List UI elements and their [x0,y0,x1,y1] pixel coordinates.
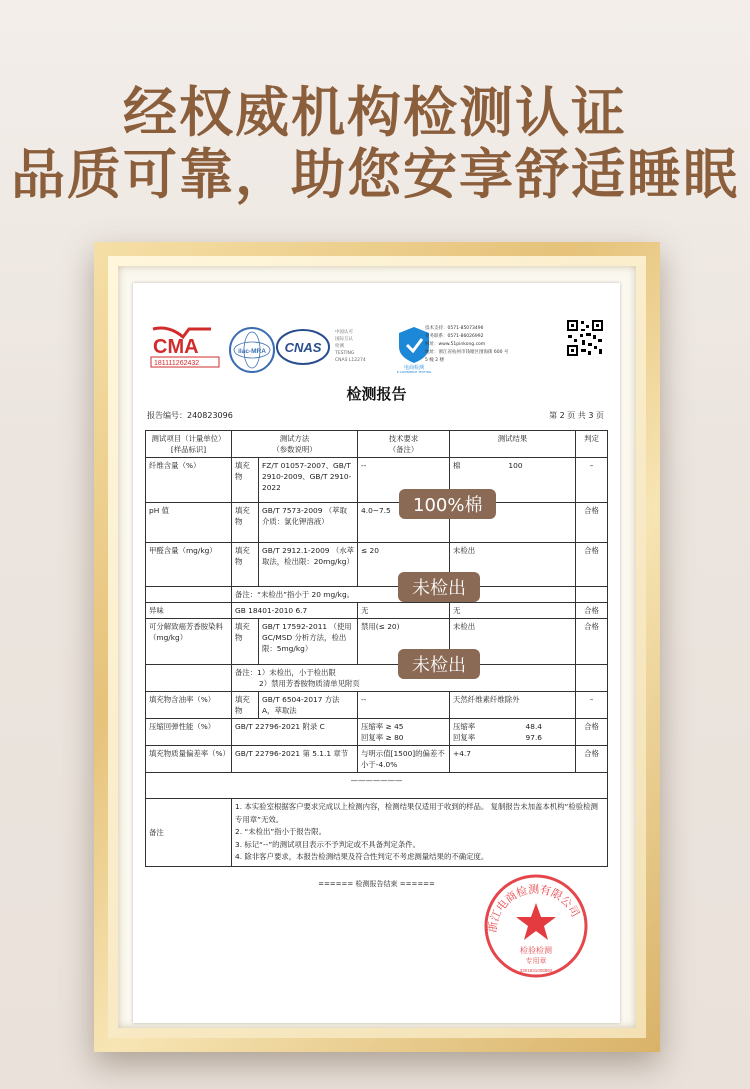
page-number: 第 2 页 共 3 页 [549,411,604,420]
accreditation-text: 中国认可 国际互认 检测 TESTING CNAS L12274 [335,330,366,363]
stamp-center-text-2: 专用章 [525,957,547,965]
table-row: 纤维含量（%） 填充物 FZ/T 01057-2007、GB/T 2910-2009、GB/T 2910-2022 -- 棉 100 – [146,458,608,503]
table-header-row: 测试项目（计量单位） [样品标识] 测试方法 （参数说明） 技术要求 （备注） 测试结果 判定 [146,431,608,458]
table-row: 填充物质量偏差率（%） GB/T 22796-2021 第 5.1.1 章节 与明示值[1500]的偏差不小于-4.0% +4.7 合格 [146,746,608,773]
stamp-center-text: 检验检测 [520,946,552,955]
shield-label: 电商检测 [403,365,425,371]
table-row: 填充物含油率（%） 填充物 GB/T 6504-2017 方法 A，萃取法 -- 天然纤维素纤维除外 – [146,692,608,719]
star-icon [516,903,556,940]
highlight-not-detected-badge-2: 未检出 [398,649,480,679]
cma-label: CMA [153,336,199,358]
test-results-table [145,430,608,867]
certification-logos [149,323,439,373]
report-title: 检测报告 [346,385,407,403]
ilac-label: ilac-MRA [238,348,266,355]
table-divider-row: ——————— [146,773,608,799]
cma-number: 181111262432 [154,360,200,367]
report-number: 报告编号：240823096 [147,411,233,420]
table-row: pH 值 填充物 GB/T 7573-2009 （萃取介质：氯化钾溶液） 4.0~7.5 合格 [146,503,608,543]
table-row: 甲醛含量（mg/kg） 填充物 GB/T 2912.1-2009 （水萃取法，检出限：20mg/kg） ≤ 20 未检出 合格 [146,543,608,587]
highlight-not-detected-badge: 未检出 [398,572,480,602]
cnas-logo-icon [275,327,331,367]
test-report-document [133,283,620,1023]
lab-contact-info: 技术支持：0571-85073496 业务联系：0571-86026992 网址：www.51pinkong.com 地址：浙江省杭州市钱塘区围海街 600 号 5 幢 2 楼 [425,326,509,363]
qr-code-icon [566,319,604,357]
headline-line-1: 经权威机构检测认证 [123,80,627,144]
remarks-row: 备注 1. 本实验室根据客户要求完成以上检测内容，检测结果仅适用于收到的样品。 复制报告未加盖本机构“检验检测专用章”无效。 2. “未检出”指小于报告限。 3. 标记“--”的测试项目表示不予判定或不具备判定条件。 4. 除非客户要求，本报告检测结果及符合性判定不考虑测量结果的不确定度。 [146,799,608,867]
stamp-ring-text: 浙江电商检测有限公司 [485,882,583,934]
report-end-line: ====== 检测报告结束 ====== [318,880,435,888]
official-seal-stamp [481,871,591,981]
table-row: 异味 GB 18401-2010 6.7 无 无 合格 [146,603,608,619]
highlight-cotton-badge: 100%棉 [399,489,496,519]
cma-logo-icon [149,323,221,371]
table-note-row: 备注：1）未检出，小于检出限 2）禁用芳香胺物质清单见附页 [146,665,608,692]
shield-sub: E-COMMERCE TESTING [396,370,432,373]
headline-line-2: 品质可靠，助您安享舒适睡眠 [11,142,739,206]
table-note-row: 备注：“未检出”指小于 20 mg/kg。 [146,587,608,603]
table-row: 可分解致癌芳香胺染料（mg/kg） 填充物 GB/T 17592-2011 （使用 GC/MSD 分析方法，检出限：5mg/kg） 禁用(≤ 20) 未检出 合格 [146,619,608,665]
ilac-mra-logo-icon [229,327,275,373]
cnas-label: CNAS [284,340,322,355]
stamp-code: 3301931008892 [519,968,553,973]
table-row: 压缩回弹性能（%） GB/T 22796-2021 附录 C 压缩率 ≥ 45 回复率 ≥ 80 压缩率 48.4 回复率 97.6 合格 [146,719,608,746]
